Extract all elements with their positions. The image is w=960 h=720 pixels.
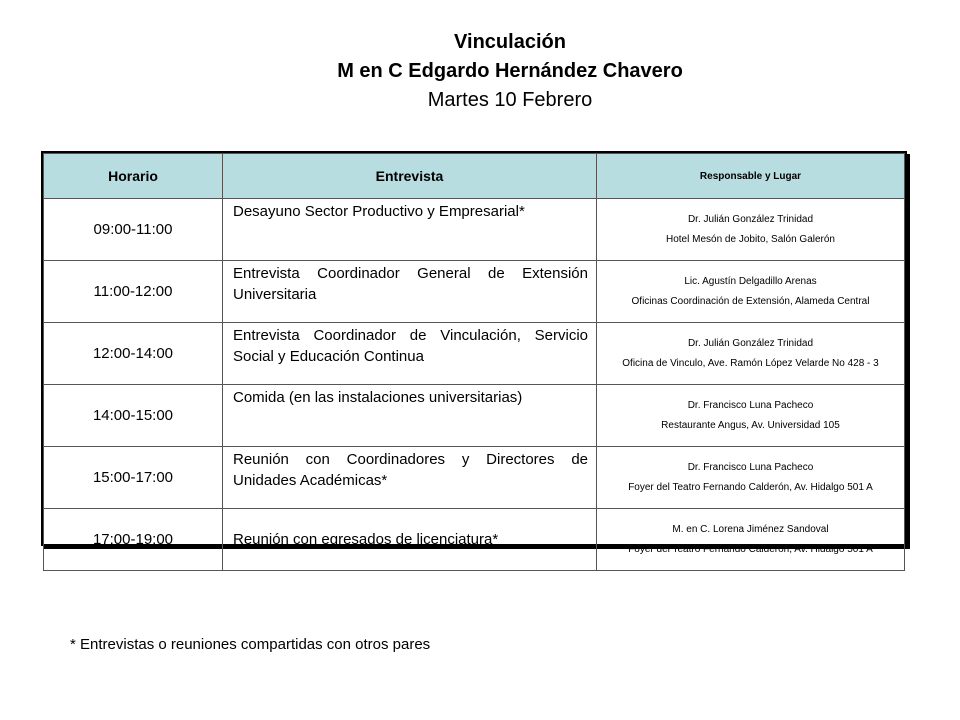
schedule-table [43, 153, 905, 571]
interview-cell: Comida (en las instalaciones universitarias) [223, 385, 597, 447]
responsible-person: Dr. Julián González Trinidad [687, 213, 814, 225]
meeting-place: Hotel Mesón de Jobito, Salón Galerón [666, 233, 835, 245]
section-title: Vinculación [454, 31, 566, 53]
date-line: Martes 10 Febrero [427, 89, 593, 111]
responsible-cell [597, 261, 905, 323]
interview-cell: Entrevista Coordinador de Vinculación, Servicio Social y Educación Continua [223, 323, 597, 385]
column-header-entrevista: Entrevista [223, 154, 597, 199]
time-cell: 11:00-12:00 [44, 261, 223, 323]
meeting-place: Oficina de Vinculo, Ave. Ramón López Velarde No 428 - 3 [622, 357, 879, 369]
responsible-cell [597, 509, 905, 571]
responsible-cell [597, 385, 905, 447]
table-header-row [44, 154, 905, 199]
column-header-responsable: Responsable y Lugar [597, 154, 905, 199]
person-name: M en C Edgardo Hernández Chavero [337, 60, 683, 82]
page-header [0, 28, 960, 115]
meeting-place: Foyer del Teatro Fernando Calderón, Av. Hidalgo 501 A [628, 481, 873, 493]
schedule-table-container [41, 151, 907, 555]
time-cell: 12:00-14:00 [44, 323, 223, 385]
time-cell: 14:00-15:00 [44, 385, 223, 447]
interview-cell: Reunión con egresados de licenciatura* [223, 509, 597, 571]
table-row [44, 199, 905, 261]
table-row [44, 509, 905, 571]
responsible-person: Dr. Francisco Luna Pacheco [687, 461, 814, 473]
responsible-cell [597, 199, 905, 261]
meeting-place: Oficinas Coordinación de Extensión, Alameda Central [631, 295, 870, 307]
table-row [44, 261, 905, 323]
table-row [44, 385, 905, 447]
table-row [44, 447, 905, 509]
responsible-person: Lic. Agustín Delgadillo Arenas [684, 275, 817, 287]
interview-cell: Desayuno Sector Productivo y Empresarial* [223, 199, 597, 261]
interview-cell: Entrevista Coordinador General de Extensión Universitaria [223, 261, 597, 323]
responsible-person: Dr. Francisco Luna Pacheco [687, 399, 814, 411]
responsible-cell [597, 323, 905, 385]
time-cell: 17:00-19:00 [44, 509, 223, 571]
footnote: * Entrevistas o reuniones compartidas con otros pares [70, 636, 431, 653]
interview-cell: Reunión con Coordinadores y Directores de Unidades Académicas* [223, 447, 597, 509]
column-header-horario: Horario [44, 154, 223, 199]
time-cell: 15:00-17:00 [44, 447, 223, 509]
table-row [44, 323, 905, 385]
meeting-place: Foyer del Teatro Fernando Calderón, Av. Hidalgo 501 A [628, 543, 873, 555]
time-cell: 09:00-11:00 [44, 199, 223, 261]
responsible-person: Dr. Julián González Trinidad [687, 337, 814, 349]
meeting-place: Restaurante Angus, Av. Universidad 105 [661, 419, 840, 431]
responsible-cell [597, 447, 905, 509]
responsible-person: M. en C. Lorena Jiménez Sandoval [672, 523, 829, 535]
